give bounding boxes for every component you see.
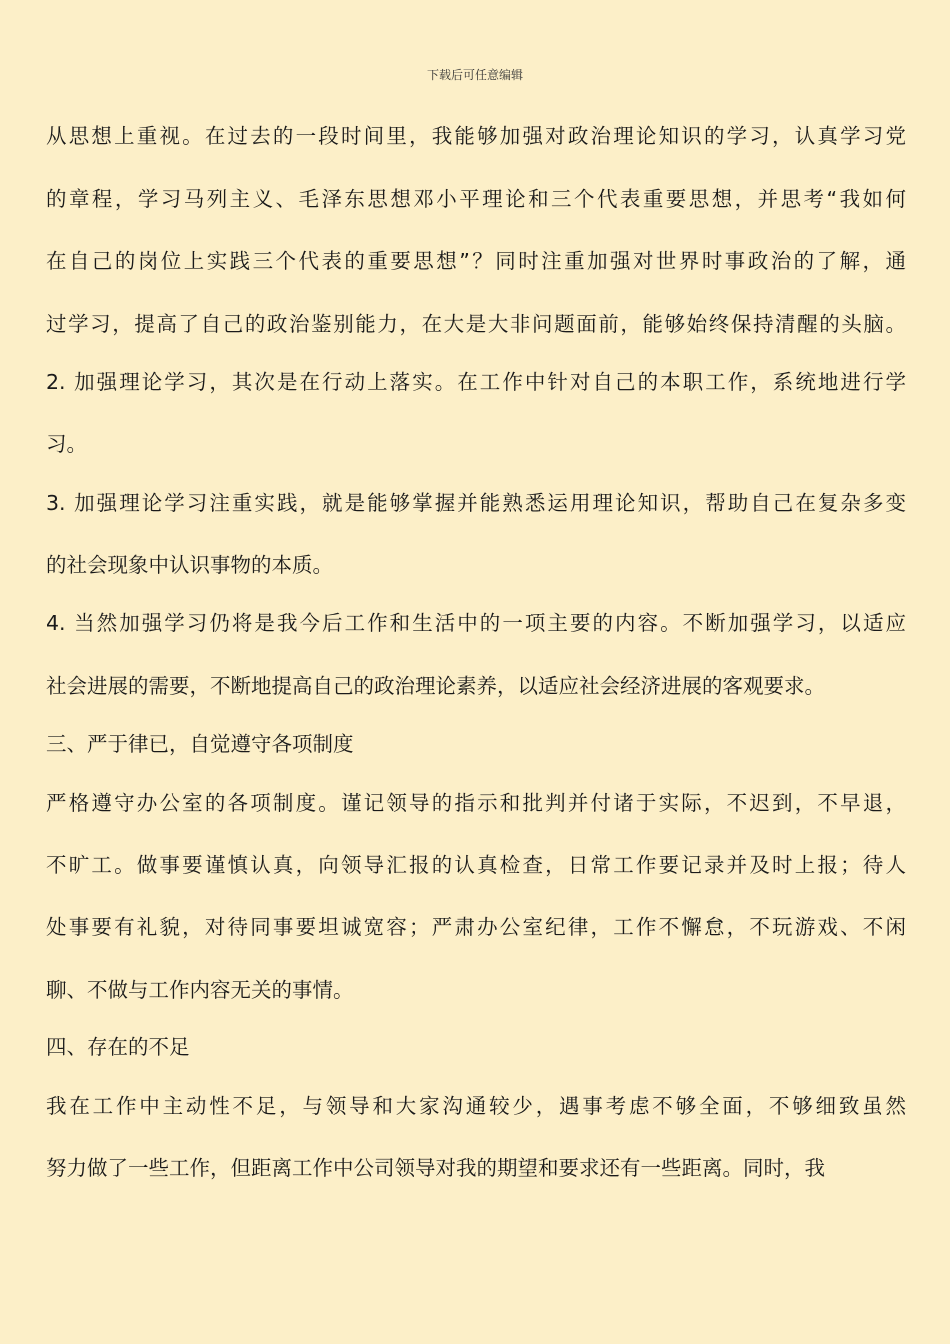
page-header: 下载后可任意编辑: [426, 68, 523, 82]
text-line: 努力做了一些工作，但距离工作中公司领导对我的期望和要求还有一些距离。同时，我: [46, 1156, 825, 1180]
list-item-2: 2. 加强理论学习，其次是在行动上落实。在工作中针对自己的本职工作，系统地进行学: [46, 370, 906, 394]
list-item-3: 3. 加强理论学习注重实践，就是能够掌握并能熟悉运用理论知识，帮助自己在复杂多变: [46, 491, 906, 515]
section-heading: 三、严于律已，自觉遵守各项制度: [46, 732, 354, 756]
text-line: 从思想上重视。在过去的一段时间里，我能够加强对政治理论知识的学习，认真学习党: [46, 124, 906, 148]
text-line: 我在工作中主动性不足，与领导和大家沟通较少，遇事考虑不够全面，不够细致虽然: [46, 1094, 906, 1118]
text-line: 社会进展的需要，不断地提高自己的政治理论素养，以适应社会经济进展的客观要求。: [46, 674, 825, 698]
section-heading: 四、存在的不足: [46, 1035, 190, 1059]
text-line: 的章程，学习马列主义、毛泽东思想邓小平理论和三个代表重要思想，并思考“我如何: [46, 187, 906, 211]
text-line: 在自己的岗位上实践三个代表的重要思想”？同时注重加强对世界时事政治的了解，通: [46, 249, 906, 273]
text-line: 习。: [46, 432, 87, 456]
text-line: 严格遵守办公室的各项制度。谨记领导的指示和批判并付诸于实际，不迟到，不早退，: [46, 791, 906, 815]
text-line: 处事要有礼貌，对待同事要坦诚宽容；严肃办公室纪律，工作不懈怠，不玩游戏、不闲: [46, 915, 906, 939]
list-item-4: 4. 当然加强学习仍将是我今后工作和生活中的一项主要的内容。不断加强学习，以适应: [46, 611, 906, 635]
text-line: 不旷工。做事要谨慎认真，向领导汇报的认真检查，日常工作要记录并及时上报；待人: [46, 853, 906, 877]
text-line: 过学习，提高了自己的政治鉴别能力，在大是大非问题面前，能够始终保持清醒的头脑。: [46, 312, 906, 336]
text-line: 聊、不做与工作内容无关的事情。: [46, 978, 354, 1002]
text-line: 的社会现象中认识事物的本质。: [46, 553, 333, 577]
